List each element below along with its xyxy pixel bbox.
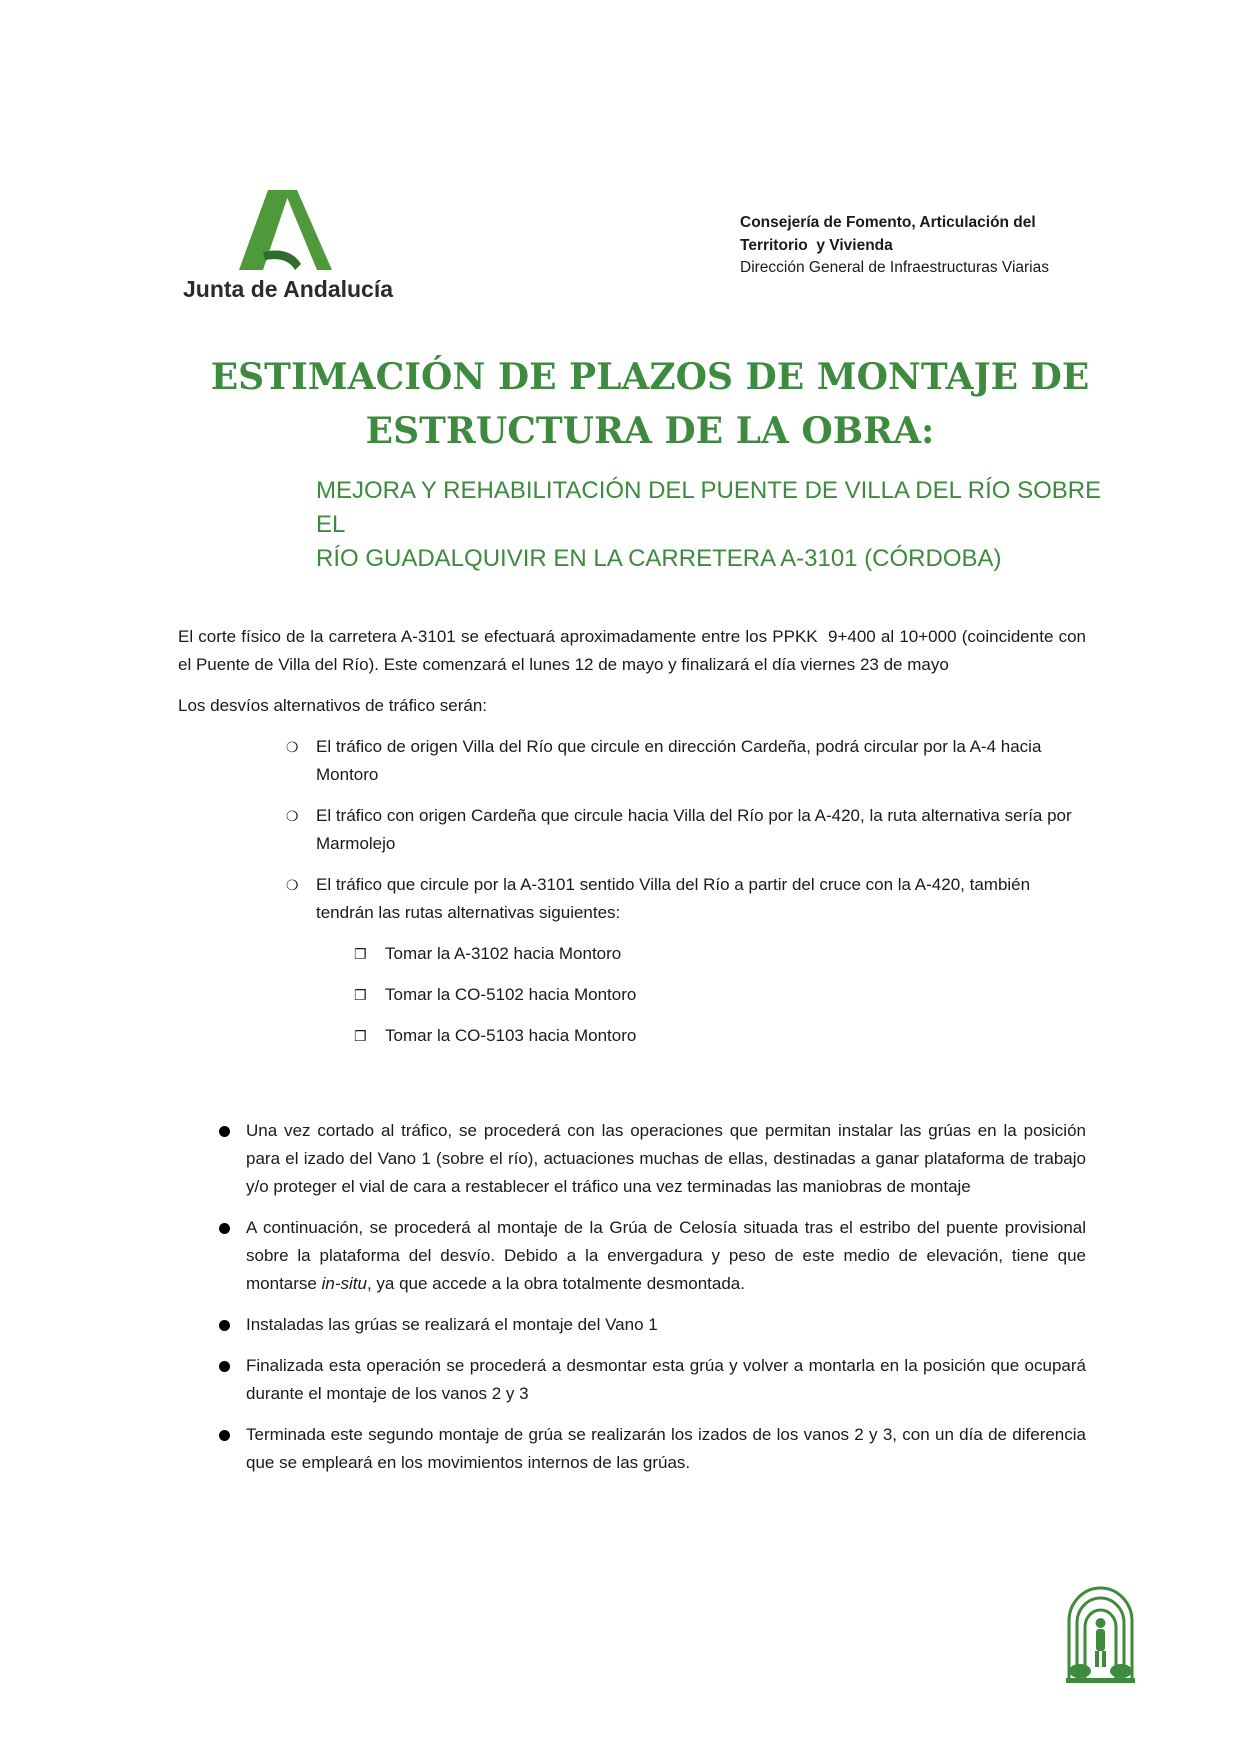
route-item [178, 981, 1086, 1009]
andalucia-emblem-icon [1063, 1581, 1138, 1686]
department-block [740, 212, 1049, 280]
step-item [178, 1421, 1086, 1477]
step-text-italic: in-situ [321, 1274, 367, 1293]
junta-logo-icon [235, 190, 335, 278]
detour-text: El tráfico con origen Cardeña que circule hacia Villa del Río por la A-420, la ruta alternativa sería por Marmolejo [316, 806, 1072, 853]
step-text [246, 1218, 1086, 1293]
step-item [178, 1311, 1086, 1339]
step-text-part: , ya que accede a la obra totalmente desmontada. [366, 1274, 745, 1293]
detour-item [178, 802, 1086, 858]
square-bullet-icon: ❒ [354, 1028, 367, 1044]
route-text: Tomar la A-3102 hacia Montoro [385, 944, 622, 963]
detour-text: El tráfico de origen Villa del Río que circule en dirección Cardeña, podrá circular por la A-4 hacia Montoro [316, 737, 1042, 784]
title-line-2: ESTRUCTURA DE LA OBRA: [365, 410, 935, 452]
department-line-2: Territorio y Vivienda [740, 236, 893, 254]
department-line-1: Consejería de Fomento, Articulación del [740, 214, 1036, 231]
detour-text: El tráfico que circule por la A-3101 sentido Villa del Río a partir del cruce con la A-420, también tendrán las rutas alternativas siguientes: [316, 875, 1031, 922]
junta-logo [180, 190, 400, 310]
document-body [178, 623, 1091, 1490]
step-text: Una vez cortado al tráfico, se procederá con las operaciones que permitan instalar las grúas en la posición para el izado del Vano 1 (sobre el río), actuaciones muchas de ellas, destinadas a ganar plataforma de trabajo y/o proteger el vial de cara a restablecer el tráfico una vez terminadas las maniobras de montaje [246, 1121, 1086, 1196]
circle-bullet-icon: ❍ [286, 877, 299, 893]
section-spacer [178, 1063, 1086, 1117]
bullet-dot-icon [219, 1361, 230, 1372]
step-item [178, 1352, 1086, 1408]
route-item [178, 940, 1086, 968]
detour-item [178, 871, 1086, 927]
step-item [178, 1117, 1086, 1201]
route-item [178, 1022, 1086, 1050]
step-text: Finalizada esta operación se procederá a desmontar esta grúa y volver a montarla en la posición que ocupará durante el montaje de los vanos 2 y 3 [246, 1356, 1086, 1403]
step-text-part: A continuación, se procederá al montaje de la Grúa de Celosía situada tras el estribo del puente provisional sobre la plataforma del desvío. Debido a la envergadura y peso de este medio de elevación, tiene que montarse [246, 1218, 1086, 1293]
subtitle-line-1: MEJORA Y REHABILITACIÓN DEL PUENTE DE VILLA DEL RÍO SOBRE EL [316, 477, 1102, 538]
detour-item [178, 733, 1086, 789]
square-bullet-icon: ❒ [354, 987, 367, 1003]
step-text: Instaladas las grúas se realizará el montaje del Vano 1 [246, 1315, 658, 1334]
bullet-dot-icon [219, 1320, 230, 1331]
logo-text: Junta de Andalucía [183, 276, 394, 302]
step-text: Terminada este segundo montaje de grúa se realizarán los izados de los vanos 2 y 3, con un día de diferencia que se empleará en los movimientos internos de las grúas. [246, 1425, 1086, 1472]
intro-paragraph: El corte físico de la carretera A-3101 se efectuará aproximadamente entre los PPKK 9+400 al 10+000 (coincidente con el Puente de Villa del Río). Este comenzará el lunes 12 de mayo y finalizará el día viernes 23 de mayo [178, 627, 1091, 674]
route-text: Tomar la CO-5103 hacia Montoro [385, 1026, 637, 1045]
circle-bullet-icon: ❍ [286, 739, 299, 755]
circle-bullet-icon: ❍ [286, 808, 299, 824]
bullet-dot-icon [219, 1223, 230, 1234]
department-line-3: Dirección General de Infraestructuras Viarias [740, 259, 1049, 276]
subtitle-line-2: RÍO GUADALQUIVIR EN LA CARRETERA A-3101 (CÓRDOBA) [316, 545, 1002, 572]
detours-label: Los desvíos alternativos de tráfico serán: [178, 696, 487, 715]
bullet-dot-icon [219, 1126, 230, 1137]
title-line-1: ESTIMACIÓN DE PLAZOS DE MONTAJE DE [210, 356, 1090, 398]
page-subtitle [316, 474, 1116, 576]
route-text: Tomar la CO-5102 hacia Montoro [385, 985, 637, 1004]
step-item [178, 1214, 1086, 1298]
bullet-dot-icon [219, 1430, 230, 1441]
page-title [180, 350, 1120, 458]
square-bullet-icon: ❒ [354, 946, 367, 962]
